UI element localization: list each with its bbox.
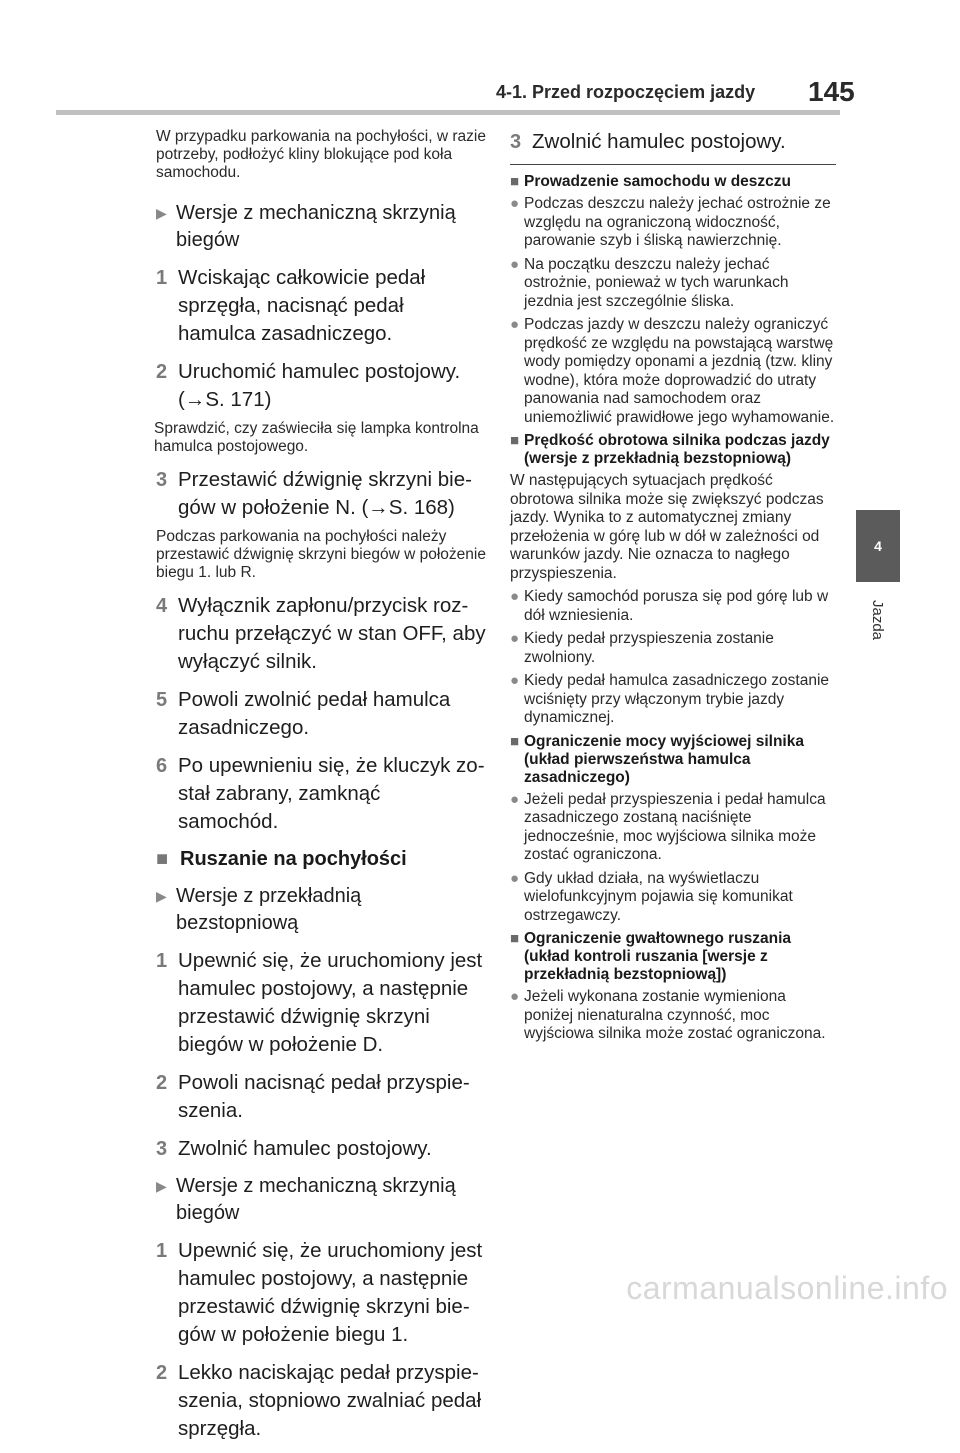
note-2: Podczas parkowania na pochyłości należy przestawić dźwignię skrzyni biegów w położenie biegu 1. lub R.: [156, 528, 486, 581]
limit-bullet-2: [510, 870, 836, 926]
step-text: Uruchomić hamulec postojowy. (→S. 171): [178, 360, 461, 411]
manual-step-1: [156, 1237, 486, 1349]
triangle-bullet-icon: ▶: [156, 888, 167, 904]
rpm-bullet-3: [510, 672, 836, 728]
bullet-text: Kiedy pedał przyspieszenia zostanie zwolniony.: [524, 630, 774, 666]
cvt-step-2: [156, 1069, 486, 1125]
square-bullet-icon: ■: [156, 848, 169, 870]
left-column: [156, 128, 486, 1453]
bullet-text: Na początku deszczu należy jechać ostrożnie, ponieważ w tych warunkach jezdnia jest szczególnie śliska.: [524, 255, 789, 310]
step-text: Upewnić się, że uruchomiony jest hamulec postojowy, a następnie przestawić dźwignię skrzyni biegów w położenie biegu 1.: [178, 1239, 483, 1346]
chapter-tab: 4: [856, 510, 900, 582]
square-bullet-icon: ■: [510, 173, 520, 190]
rpm-heading-text: Prędkość obrotowa silnika podczas jazdy (wersje z przekładnią bezstopniową): [524, 432, 830, 467]
slope-heading-text: Ruszanie na pochyłości: [180, 848, 407, 870]
manual2-heading: [156, 1173, 486, 1227]
rpm-paragraph: W następujących sytuacjach prędkość obrotowa silnika może się zwiększyć podczas jazdy. Wynika to z automatycznej zmiany przełożenia w górę lub w dół w zależności od warunków jazdy. Nie oznacza to nagłego przyspieszenia.: [510, 472, 824, 582]
step-number: 2: [156, 1072, 168, 1094]
bullet-text: Podczas jazdy w deszczu należy ograniczyć prędkość ze względu na powstającą warstwę wody pomiędzy oponami a jezdnią (tzw. kliny wodne), która może doprowadzić do utraty panowania nad samochodem oraz uniemożliwić prawidłowe jego wyhamowanie.: [524, 316, 835, 426]
circle-bullet-icon: ●: [510, 630, 520, 647]
triangle-bullet-icon: ▶: [156, 205, 167, 221]
manual2-heading-text: Wersje z mechaniczną skrzynią biegów: [176, 1175, 456, 1224]
step-number: 3: [156, 469, 168, 491]
step-text: Lekko naciskając pedał przyspieszenia, stopniowo zwalniać pedał sprzęgła.: [178, 1361, 482, 1440]
step-6: [156, 752, 486, 836]
start-heading: [510, 930, 836, 984]
step-number: 1: [156, 267, 168, 289]
square-bullet-icon: ■: [510, 732, 520, 750]
bullet-text: Jeżeli wykonana zostanie wymieniona poniżej nienaturalna czynność, moc wyjściowa silnika może zostać ograniczona.: [524, 988, 826, 1042]
bullet-text: Jeżeli pedał przyspieszenia i pedał hamulca zasadniczego zostaną naciśnięte jednocześnie, moc wyjściowa silnika może zostać ograniczona.: [524, 790, 826, 863]
divider: [510, 164, 836, 165]
cvt-step-1: [156, 947, 486, 1059]
slope-heading: [156, 846, 486, 873]
step-text: Przestawić dźwignię skrzyni biegów w położenie N. (→S. 168): [178, 468, 472, 519]
step-number: 5: [156, 689, 168, 711]
circle-bullet-icon: ●: [510, 988, 520, 1005]
step-2: [156, 358, 486, 414]
step-number: 2: [156, 361, 168, 383]
step-3: [156, 466, 486, 522]
rpm-bullet-1: [510, 588, 836, 625]
note-1: Sprawdzić, czy zaświeciła się lampka kontrolna hamulca postojowego.: [154, 420, 479, 455]
rain-heading-text: Prowadzenie samochodu w deszczu: [524, 173, 792, 190]
circle-bullet-icon: ●: [510, 588, 520, 605]
manual-step-2: [156, 1359, 486, 1443]
step-text: Upewnić się, że uruchomiony jest hamulec postojowy, a następnie przestawić dźwignię skrzyni biegów w położenie D.: [178, 949, 483, 1056]
step-text: Powoli nacisnąć pedał przyspieszenia.: [178, 1071, 470, 1122]
circle-bullet-icon: ●: [510, 195, 520, 212]
circle-bullet-icon: ●: [510, 869, 520, 887]
step-number: 2: [156, 1362, 168, 1384]
step-text: Powoli zwolnić pedał hamulca zasadniczego.: [178, 688, 451, 739]
triangle-bullet-icon: ▶: [156, 1178, 167, 1194]
square-bullet-icon: ■: [510, 432, 520, 449]
cvt-step-3: [156, 1135, 486, 1163]
rpm-heading: [510, 432, 836, 468]
step-text: Zwolnić hamulec postojowy.: [532, 130, 786, 153]
limit-heading: [510, 733, 836, 787]
rain-heading: [510, 173, 836, 191]
manual-heading: [156, 200, 486, 254]
watermark: carmanualsonline.info: [626, 1270, 948, 1306]
step-4: [156, 592, 486, 676]
start-bullet-1: [510, 988, 836, 1044]
bullet-text: Kiedy pedał hamulca zasadniczego zostanie wciśnięty przy włączonym trybie jazdy dynamicznej.: [524, 672, 830, 726]
step-1: [156, 264, 486, 348]
step-text: Po upewnieniu się, że kluczyk został zabrany, zamknąć samochód.: [178, 754, 485, 833]
start-heading-text: Ograniczenie gwałtownego ruszania (układ kontroli ruszania [wersje z przekładnią bezstopniową]): [524, 930, 791, 983]
chapter-label: Jazda: [869, 600, 886, 641]
section-title: 4-1. Przed rozpoczęciem jazdy: [496, 82, 756, 102]
rain-bullet-2: [510, 256, 836, 312]
bullet-text: Podczas deszczu należy jechać ostrożnie ze względu na ograniczoną widoczność, parowanie szyb i śliską nawierzchnię.: [524, 195, 831, 249]
step-text: Zwolnić hamulec postojowy.: [178, 1137, 432, 1160]
step-text: Wciskając całkowicie pedał sprzęgła, nacisnąć pedał hamulca zasadniczego.: [178, 266, 426, 345]
manual-step-3: [510, 128, 836, 156]
circle-bullet-icon: ●: [510, 255, 520, 273]
step-5: [156, 686, 486, 742]
cvt-heading-text: Wersje z przekładnią bezstopniową: [176, 885, 362, 934]
rpm-bullet-2: [510, 630, 836, 667]
manual-heading-text: Wersje z mechaniczną skrzynią biegów: [176, 202, 456, 251]
square-bullet-icon: ■: [510, 930, 520, 947]
rain-bullet-1: [510, 195, 836, 251]
circle-bullet-icon: ●: [510, 790, 520, 808]
page-number: 145: [808, 76, 855, 107]
limit-bullet-1: [510, 791, 836, 865]
step-number: 1: [156, 1240, 168, 1262]
cvt-heading: [156, 883, 486, 937]
circle-bullet-icon: ●: [510, 316, 520, 333]
bullet-text: Kiedy samochód porusza się pod górę lub w dół wzniesienia.: [524, 588, 829, 624]
step-text: Wyłącznik zapłonu/przycisk rozruchu przełączyć w stan OFF, aby wyłączyć silnik.: [178, 594, 486, 673]
step-number: 3: [510, 131, 522, 153]
rain-bullet-3: [510, 316, 836, 427]
header-rule: [56, 110, 840, 115]
step-number: 1: [156, 950, 168, 972]
right-column: [510, 128, 836, 1049]
step-number: 6: [156, 755, 168, 777]
limit-heading-text: Ograniczenie mocy wyjściowej silnika (układ pierwszeństwa hamulca zasadniczego): [524, 732, 804, 786]
intro-text: W przypadku parkowania na pochyłości, w razie potrzeby, podłożyć kliny blokujące pod koła samochodu.: [156, 128, 486, 181]
step-number: 4: [156, 595, 168, 617]
step-number: 3: [156, 1138, 168, 1160]
bullet-text: Gdy układ działa, na wyświetlaczu wielofunkcyjnym pojawia się komunikat ostrzegawczy.: [524, 869, 793, 924]
circle-bullet-icon: ●: [510, 672, 520, 689]
